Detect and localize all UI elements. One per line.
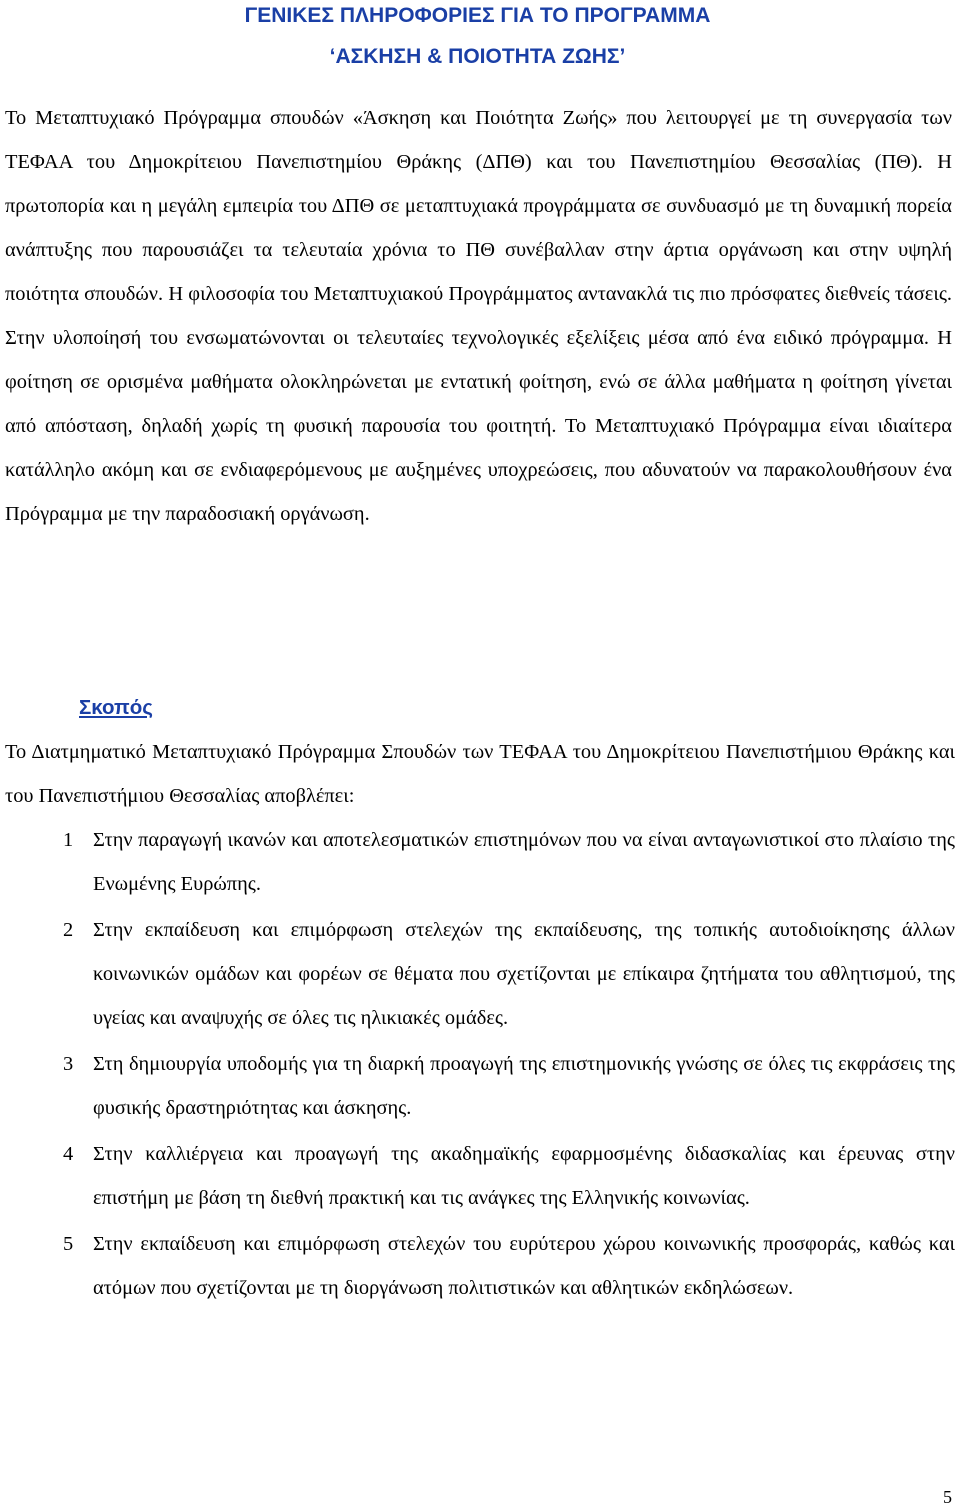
aim-item-4: [0, 1132, 955, 1220]
section-heading-aims: Σκοπός: [79, 696, 153, 719]
aim-number: 5: [63, 1233, 74, 1255]
aim-text: Στην καλλιέργεια και προαγωγή της ακαδημαϊκής εφαρμοσμένης διδασκαλίας και έρευνας στην επιστήμη με βάση τη διεθνή πρακτική και τις ανάγκες της Ελληνικής κοινωνίας.: [93, 1143, 955, 1209]
aim-text: Στην εκπαίδευση και επιμόρφωση στελεχών της εκπαίδευσης, της τοπικής αυτοδιοίκησης άλλων κοινωνικών ομάδων και φορέων σε θέματα που σχετίζονται με επίκαιρα ζητήματα του αθλητισμού, της υγείας και αναψυχής σε όλες τις ηλικιακές ομάδες.: [93, 919, 955, 1029]
aims-intro-paragraph: Το Διατμηματικό Μεταπτυχιακό Πρόγραμμα Σπουδών των ΤΕΦΑΑ του Δημοκρίτειου Πανεπιστήμιου Θράκης και του Πανεπιστήμιου Θεσσαλίας αποβλέπει:: [5, 741, 955, 807]
aim-text: Στην εκπαίδευση και επιμόρφωση στελεχών του ευρύτερου χώρου κοινωνικής προσφοράς, καθώς και ατόμων που σχετίζονται με τη διοργάνωση πολιτιστικών και αθλητικών εκδηλώσεων.: [93, 1233, 955, 1299]
aim-item-2: [0, 908, 955, 1040]
page-number: 5: [943, 1487, 952, 1507]
aim-number: 1: [63, 829, 74, 851]
aim-text: Στη δημιουργία υποδομής για τη διαρκή προαγωγή της επιστημονικής γνώσης σε όλες τις εκφράσεις της φυσικής δραστηριότητας και άσκησης.: [93, 1053, 955, 1119]
aim-item-5: [0, 1222, 955, 1310]
aim-number: 4: [63, 1143, 74, 1165]
aim-item-1: [0, 818, 955, 906]
aim-text: Στην παραγωγή ικανών και αποτελεσματικών επιστημόνων που να είναι ανταγωνιστικοί στο πλαίσιο της Ενωμένης Ευρώπης.: [93, 829, 955, 895]
document-title-line-2: ‘ΑΣΚΗΣΗ & ΠΟΙΟΤΗΤΑ ΖΩΗΣ’: [329, 45, 626, 68]
aim-item-3: [0, 1042, 955, 1130]
aims-list: [0, 818, 955, 1312]
intro-paragraph: Το Μεταπτυχιακό Πρόγραμμα σπουδών «Άσκηση και Ποιότητα Ζωής» που λειτουργεί με τη συνεργασία των ΤΕΦΑΑ του Δημοκρίτειου Πανεπιστημίου Θράκης (ΔΠΘ) και του Πανεπιστημίου Θεσσαλίας (ΠΘ). Η πρωτοπορία και η μεγάλη εμπειρία του ΔΠΘ σε μεταπτυχιακά προγράμματα σε συνδυασμό με τη δυναμική πορεία ανάπτυξης που παρουσιάζει τα τελευταία χρόνια το ΠΘ συνέβαλλαν στην άρτια οργάνωση και στην υψηλή ποιότητα σπουδών. Η φιλοσοφία του Μεταπτυχιακού Προγράμματος αντανακλά τις πιο πρόσφατες διεθνείς τάσεις. Στην υλοποίησή του ενσωματώνονται οι τελευταίες τεχνολογικές εξελίξεις μέσα από ένα ειδικό πρόγραμμα. Η φοίτηση σε ορισμένα μαθήματα ολοκληρώνεται με εντατική φοίτηση, ενώ σε άλλα μαθήματα η φοίτηση γίνεται από απόσταση, δηλαδή χωρίς τη φυσική παρουσία του φοιτητή. Το Μεταπτυχιακό Πρόγραμμα είναι ιδιαίτερα κατάλληλο ακόμη και σε ενδιαφερόμενους με αυξημένες υποχρεώσεις, που αδυνατούν να παρακολουθήσουν ένα Πρόγραμμα με την παραδοσιακή οργάνωση.: [5, 107, 952, 525]
aim-number: 2: [63, 919, 74, 941]
document-title-line-1: ΓΕΝΙΚΕΣ ΠΛΗΡΟΦΟΡΙΕΣ ΓΙΑ ΤΟ ΠΡΟΓΡΑΜΜΑ: [244, 4, 711, 27]
aim-number: 3: [63, 1053, 74, 1075]
